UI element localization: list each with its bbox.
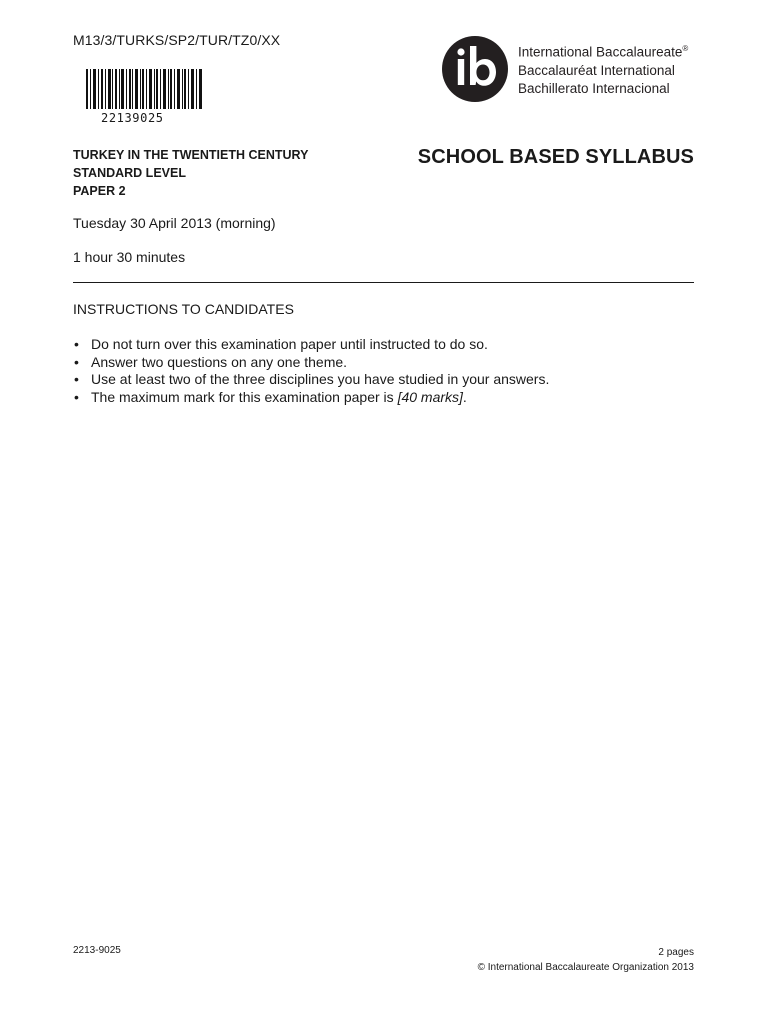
exam-duration: 1 hour 30 minutes — [73, 249, 186, 265]
divider — [73, 282, 694, 283]
logo-line-spanish: Bachillerato Internacional — [518, 80, 670, 96]
subject-title: TURKEY IN THE TWENTIETH CENTURY — [73, 148, 309, 162]
instruction-item: • Use at least two of the three disciplines you have studied in your answers. — [73, 371, 694, 389]
paper-code: M13/3/TURKS/SP2/TUR/TZ0/XX — [73, 32, 281, 48]
instruction-item: • Answer two questions on any one theme. — [73, 354, 694, 372]
barcode-number: 22139025 — [101, 111, 164, 125]
instruction-item — [73, 389, 694, 407]
footer-info — [478, 945, 694, 975]
logo-line-french: Baccalauréat International — [518, 62, 675, 78]
logo-line-english: International Baccalaureate — [518, 44, 683, 60]
barcode — [86, 69, 202, 109]
registered-mark: ® — [682, 44, 689, 53]
instructions-heading: INSTRUCTIONS TO CANDIDATES — [73, 301, 294, 317]
copyright: © International Baccalaureate Organization 2013 — [477, 962, 694, 973]
instruction-suffix: . — [462, 388, 467, 405]
instruction-text: The maximum mark for this examination paper is — [91, 388, 398, 405]
marks-total: [40 marks] — [397, 388, 463, 405]
page-count: 2 pages — [658, 947, 694, 958]
ib-logo-icon — [442, 36, 508, 102]
subject-level: STANDARD LEVEL — [73, 166, 186, 180]
ib-organization-names — [518, 40, 688, 98]
footer-code: 2213-9025 — [73, 945, 121, 956]
instruction-item: • Do not turn over this examination paper until instructed to do so. — [73, 336, 694, 354]
instructions-list — [73, 336, 694, 406]
exam-date: Tuesday 30 April 2013 (morning) — [73, 215, 276, 231]
syllabus-title: SCHOOL BASED SYLLABUS — [417, 146, 694, 168]
subject-block — [73, 146, 308, 200]
subject-paper: PAPER 2 — [73, 184, 126, 198]
